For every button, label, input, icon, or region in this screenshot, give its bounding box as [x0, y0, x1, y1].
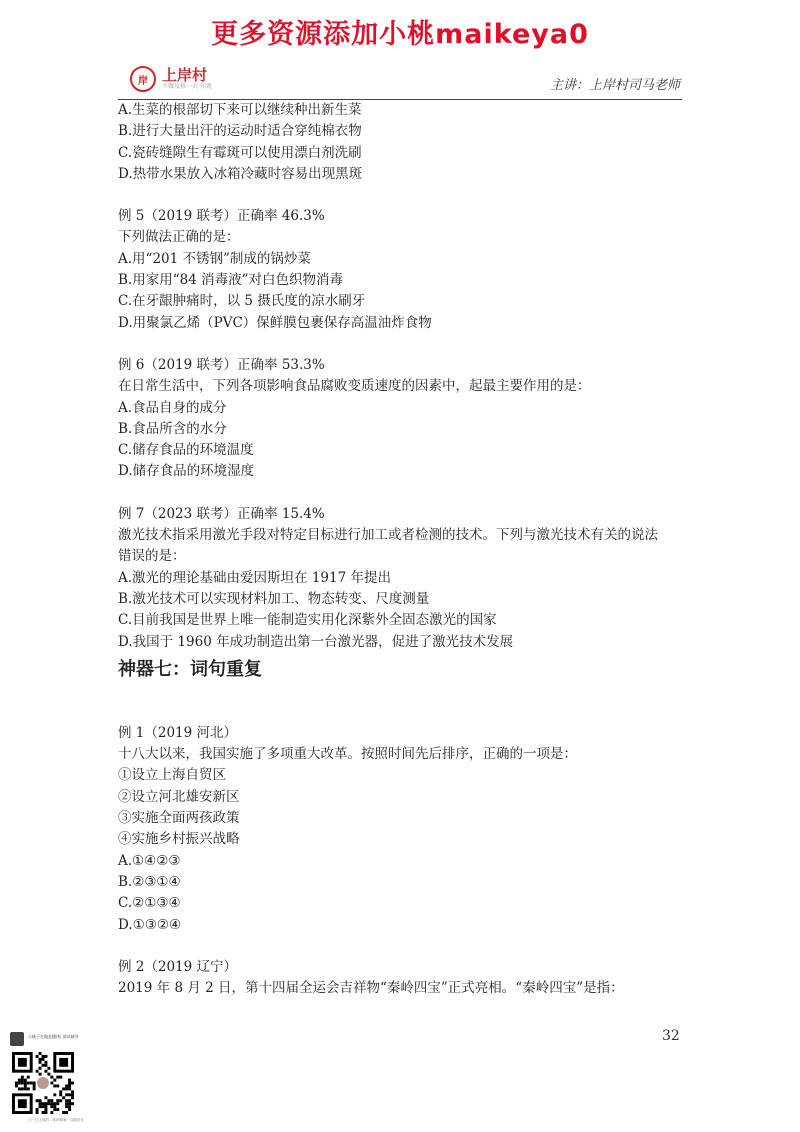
text-line: ②设立河北雄安新区 [118, 788, 240, 805]
text-line: 2019 年 8 月 2 日，第十四届全运会吉祥物“秦岭四宝”正式亮相。“秦岭四宝”是指： [118, 980, 624, 997]
text-line: ④实施乡村振兴战略 [118, 831, 240, 848]
logo-slogan: 不做及格一天 你就 [162, 83, 212, 90]
page-number: 32 [662, 1028, 680, 1044]
text-line: B.食品所含的水分 [118, 420, 227, 437]
section-heading: 神器七：词句重复 [118, 658, 262, 680]
text-line: 在日常生活中，下列各项影响食品腐败变质速度的因素中，起最主要作用的是： [118, 378, 591, 395]
avatar [10, 1032, 24, 1046]
text-line: 激光技术指采用激光手段对特定目标进行加工或者检测的技术。下列与激光技术有关的说法 [118, 527, 658, 544]
watermark-text: 更多资源添加小桃maikeya0 [211, 19, 589, 50]
qr-contact-card [8, 1032, 108, 1124]
text-line: A.用“201 不锈钢”制成的锅炒菜 [118, 250, 311, 267]
spacer [118, 936, 688, 957]
text-line: ③实施全面两孩政策 [118, 810, 240, 827]
text-line: D.用聚氯乙烯（PVC）保鲜膜包裹保存高温油炸食物 [118, 314, 432, 331]
text-line: B.②③①④ [118, 873, 181, 890]
text-line: 错误的是： [118, 548, 186, 565]
text-line: 十八大以来，我国实施了多项重大改革。按照时间先后排序，正确的一项是： [118, 746, 577, 763]
qr-code-icon [12, 1052, 74, 1114]
qr-caption: 小桃子在做直播/私 面试辅导 [28, 1034, 79, 1039]
seal-icon: 岸 [130, 66, 156, 92]
text-line: 例 6（2019 联考）正确率 53.3% [118, 356, 325, 373]
text-line: C.储存食品的环境温度 [118, 442, 254, 459]
text-line: C.在牙龈肿痛时，以 5 摄氏度的凉水刷牙 [118, 293, 366, 310]
qr-footer: 扫一扫上面的二维码图案，加我好友 [28, 1118, 84, 1122]
spacer [118, 185, 688, 206]
spacer [118, 683, 688, 723]
text-line: 例 5（2019 联考）正确率 46.3% [118, 208, 325, 225]
text-line: D.我国于 1960 年成功制造出第一台激光器，促进了激光技术发展 [118, 633, 514, 650]
text-line: D.储存食品的环境湿度 [118, 463, 255, 480]
text-line: 例 1（2019 河北） [118, 724, 238, 741]
text-line: D.热带水果放入冰箱冷藏时容易出现黑斑 [118, 165, 363, 182]
text-line: D.①③②④ [118, 916, 182, 933]
text-line: A.生菜的根部切下来可以继续种出新生菜 [118, 102, 362, 118]
text-line: ①设立上海自贸区 [118, 767, 226, 784]
logo-name: 上岸村 [162, 66, 208, 84]
brand-logo [130, 66, 212, 92]
page-header [118, 62, 682, 100]
text-line: A.①④②③ [118, 852, 181, 869]
text-line: B.用家用“84 消毒液”对白色织物消毒 [118, 272, 343, 289]
spacer [118, 483, 688, 504]
text-line: 例 2（2019 辽宁） [118, 958, 238, 975]
text-line: C.②①③④ [118, 895, 181, 912]
text-line: 下列做法正确的是： [118, 229, 240, 246]
text-line: 例 7（2023 联考）正确率 15.4% [118, 505, 325, 522]
text-line: B.进行大量出汗的运动时适合穿纯棉衣物 [118, 123, 362, 140]
lecturer-label: 主讲：上岸村司马老师 [549, 78, 680, 93]
text-line: B.激光技术可以实现材料加工、物态转变、尺度测量 [118, 590, 430, 607]
text-line: C.目前我国是世界上唯一能制造实用化深紫外全固态激光的国家 [118, 612, 497, 629]
spacer [118, 334, 688, 355]
document-body [118, 100, 688, 999]
text-line: A.激光的理论基础由爱因斯坦在 1917 年提出 [118, 569, 391, 586]
text-line: C.瓷砖缝隙生有霉斑可以使用漂白剂洗刷 [118, 144, 362, 161]
text-line: A.食品自身的成分 [118, 399, 227, 416]
